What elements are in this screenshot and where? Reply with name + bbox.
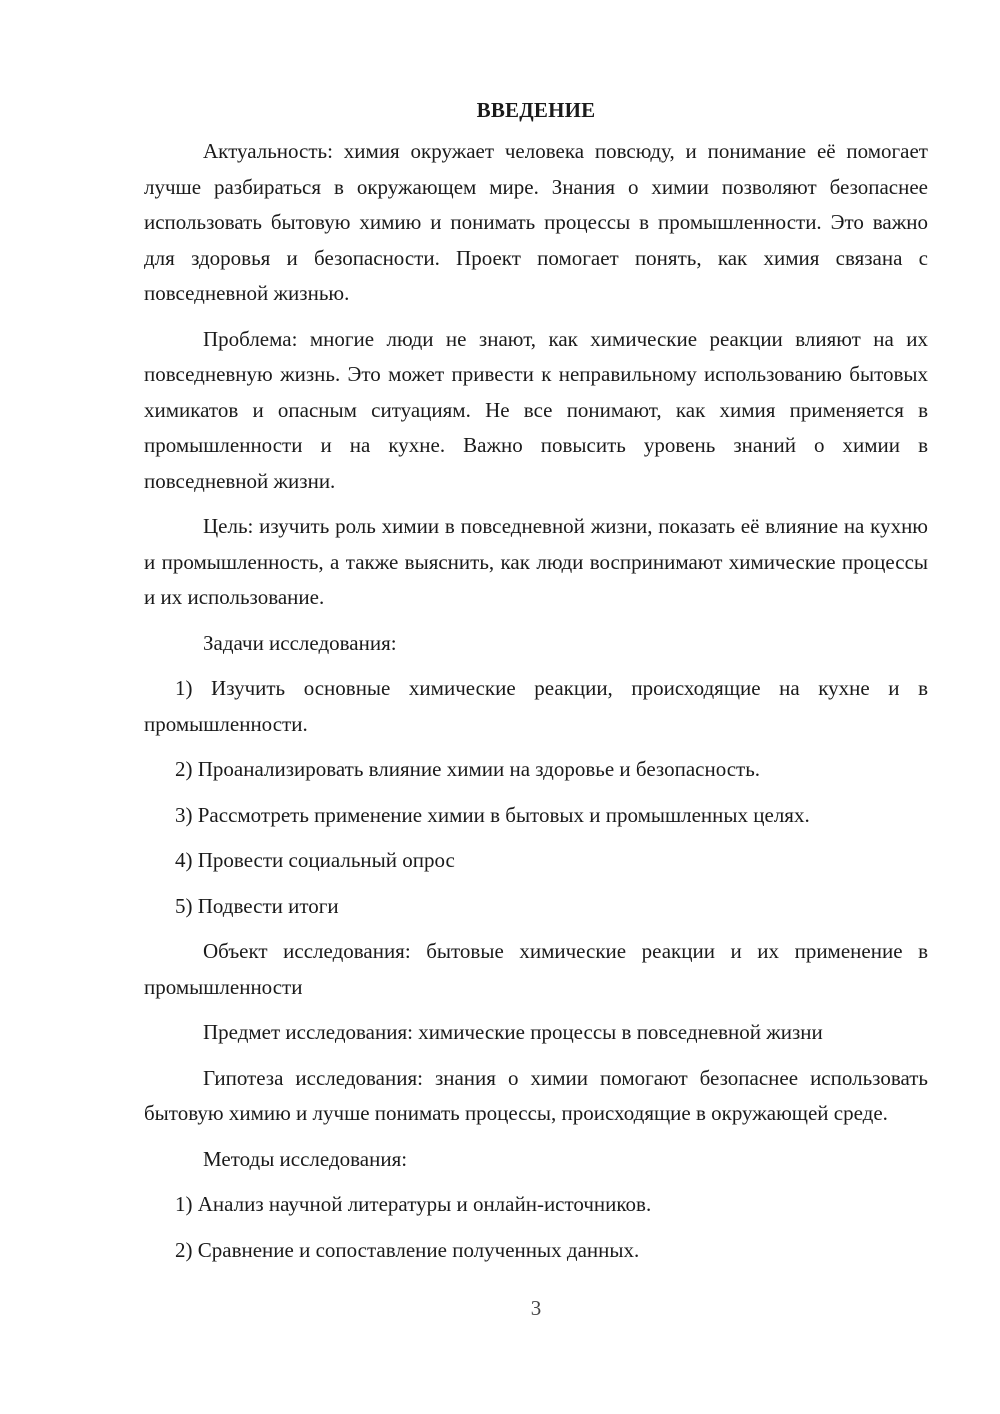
- method-item: 1) Анализ научной литературы и онлайн-источников.: [175, 1192, 652, 1216]
- document-page: [144, 92, 928, 1278]
- page-number: 3: [530, 1296, 542, 1320]
- subject-paragraph: Предмет исследования: химические процессы в повседневной жизни: [203, 1020, 823, 1044]
- task-item: 4) Провести социальный опрос: [175, 848, 455, 872]
- hypothesis-paragraph: Гипотеза исследования: знания о химии помогают безопаснее использовать бытовую химию и лучше понимать процессы, происходящие в окружающей среде.: [144, 1065, 928, 1125]
- method-item: 2) Сравнение и сопоставление полученных данных.: [175, 1237, 640, 1262]
- page-title: ВВЕДЕНИЕ: [476, 98, 596, 122]
- task-item: 1) Изучить основные химические реакции, происходящие на кухне и в промышленности.: [144, 676, 928, 736]
- relevance-paragraph: Актуальность: химия окружает человека повсюду, и понимание её помогает лучше разбираться в окружающем мире. Знания о химии позволяют безопаснее использовать бытовую химию и понимать процессы в промышленности. Это важно для здоровья и безопасности. Проект помогает понять, как химия связана с повседневной жизнью.: [144, 139, 928, 305]
- task-item: 2) Проанализировать влияние химии на здоровье и безопасность.: [175, 757, 761, 781]
- task-item: 3) Рассмотреть применение химии в бытовых и промышленных целях.: [175, 802, 810, 827]
- problem-paragraph: Проблема: многие люди не знают, как химические реакции влияют на их повседневную жизнь. Это может привести к неправильному использованию бытовых химикатов и опасным ситуациям. Не все понимают, как химия применяется в промышленности и на кухне. Важно повысить уровень знаний о химии в повседневной жизни.: [144, 326, 928, 493]
- task-item: 5) Подвести итоги: [175, 893, 339, 918]
- goal-paragraph: Цель: изучить роль химии в повседневной жизни, показать её влияние на кухню и промышленность, а также выяснить, как люди воспринимают химические процессы и их использование.: [144, 514, 928, 609]
- object-paragraph: Объект исследования: бытовые химические реакции и их применение в промышленности: [144, 939, 928, 999]
- methods-heading: Методы исследования:: [203, 1146, 408, 1171]
- tasks-heading: Задачи исследования:: [203, 630, 397, 655]
